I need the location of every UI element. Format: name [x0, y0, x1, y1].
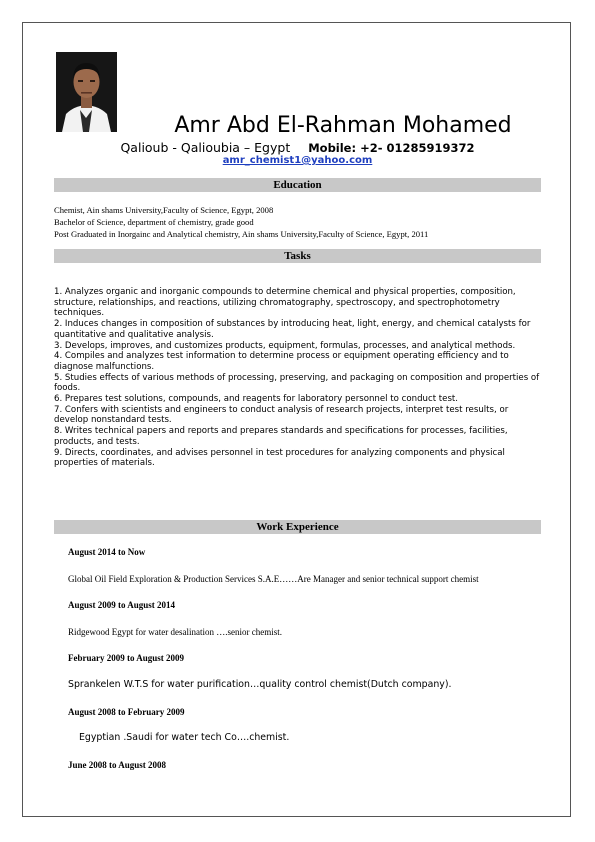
work-period: August 2008 to February 2009: [68, 707, 185, 717]
education-heading: Education: [54, 178, 541, 192]
work-period: February 2009 to August 2009: [68, 653, 185, 663]
work-period: August 2009 to August 2014: [68, 600, 176, 610]
tasks-list: [54, 287, 542, 469]
task-item: 1. Analyzes organic and inorganic compounds to determine chemical and physical properties, composition, structure, relationships, and reactions, utilizing chromatography, spectroscopy, and spectrophotometry techniques.: [54, 287, 516, 319]
task-item: 5. Studies effects of various methods of processing, preserving, and packaging on composition and properties of foods.: [54, 372, 540, 394]
task-item: 6. Prepares test solutions, compounds, and reagents for laboratory personnel to conduct test.: [54, 394, 459, 405]
task-item: 4. Compiles and analyzes test information to determine process or equipment operating efficiency and to diagnose malfunctions.: [54, 351, 509, 372]
work-description: Ridgewood Egypt for water desalination ….senior chemist.: [68, 627, 282, 637]
task-item: 9. Directs, coordinates, and advises personnel in test procedures for analyzing components and physical properties of materials.: [54, 447, 505, 469]
work-period: June 2008 to August 2008: [68, 760, 167, 770]
email-link[interactable]: amr_chemist1@yahoo.com: [222, 155, 373, 166]
task-item: 2. Induces changes in composition of substances by introducing heat, light, energy, and chemical catalysts for quantitative and qualitative analysis.: [54, 319, 531, 340]
work-period: August 2014 to Now: [68, 547, 146, 557]
education-list: [54, 204, 554, 241]
tasks-heading: Tasks: [54, 249, 541, 263]
work-description: Global Oil Field Exploration & Production Services S.A.E……Are Manager and senior technical support chemist: [68, 574, 479, 584]
candidate-name: Amr Abd El-Rahman Mohamed: [174, 113, 512, 138]
task-item: 3. Develops, improves, and customizes products, equipment, formulas, processes, and analytical methods.: [54, 340, 516, 351]
work-experience-heading: Work Experience: [54, 520, 541, 534]
mobile-text: Mobile: +2- 01285919372: [308, 141, 475, 155]
work-description: Sprankelen W.T.S for water purification…quality control chemist(Dutch company).: [68, 679, 452, 690]
task-item: 7. Confers with scientists and engineers to conduct analysis of research projects, interpret test results, or develop nonstandard tests.: [54, 404, 509, 426]
education-line: Bachelor of Science, department of chemistry, grade good: [54, 217, 254, 228]
task-item: 8. Writes technical papers and reports and prepares standards and specifications for processes, facilities, products, and tests.: [54, 426, 508, 447]
address-text: Qalioub - Qalioubia – Egypt: [120, 140, 291, 155]
work-description: Egyptian .Saudi for water tech Co….chemist.: [79, 732, 290, 743]
education-line: Chemist, Ain shams University,Faculty of Science, Egypt, 2008: [54, 205, 274, 215]
education-line: Post Graduated in Inorgainc and Analytical chemistry, Ain shams University,Faculty of Science, Egypt, 2011: [54, 229, 429, 240]
